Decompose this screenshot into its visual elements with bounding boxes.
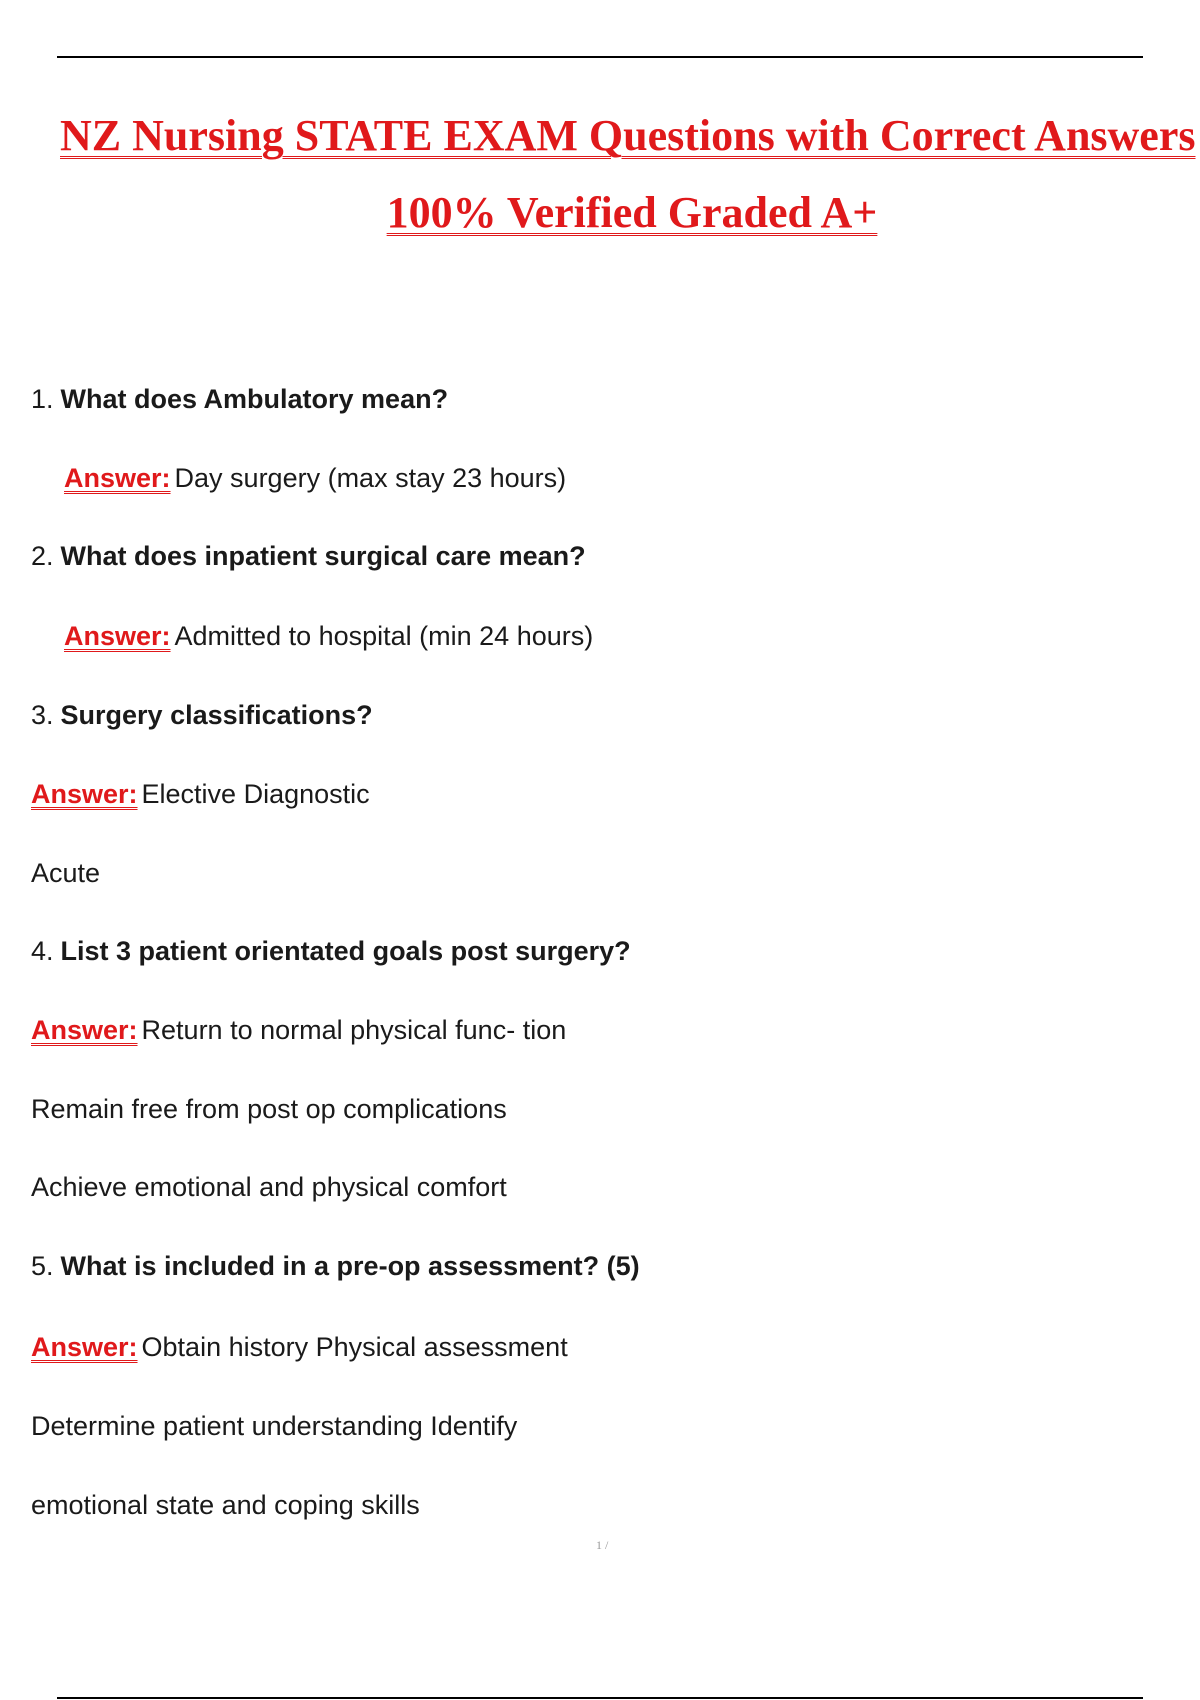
question-3 <box>31 702 373 729</box>
title-line-1: NZ Nursing STATE EXAM Questions with Correct Answers <box>60 111 1196 160</box>
question-text: List 3 patient orientated goals post surgery? <box>60 936 631 966</box>
answer-label: Answer: <box>31 779 138 809</box>
answer-4 <box>31 1017 566 1044</box>
answer-3 <box>31 781 370 808</box>
answer-1 <box>64 465 566 492</box>
top-rule <box>57 56 1143 58</box>
question-number: 1. <box>31 384 54 414</box>
question-1 <box>31 386 448 413</box>
question-number: 5. <box>31 1251 54 1281</box>
question-5 <box>31 1253 640 1280</box>
answer-label: Answer: <box>64 621 171 651</box>
answer-text: Obtain history Physical assessment <box>141 1332 568 1362</box>
question-number: 2. <box>31 541 54 571</box>
title-line-2: 100% Verified Graded A+ <box>386 188 878 237</box>
question-4 <box>31 938 631 965</box>
answer-5-line-3: emotional state and coping skills <box>31 1490 420 1520</box>
answer-text: Day surgery (max stay 23 hours) <box>174 463 567 493</box>
answer-text: Return to normal physical func- tion <box>141 1015 567 1045</box>
answer-4-line-2: Remain free from post op complications <box>31 1094 507 1124</box>
answer-5 <box>31 1334 568 1361</box>
question-number: 3. <box>31 700 54 730</box>
document-subtitle <box>0 188 1200 237</box>
question-text: What does Ambulatory mean? <box>60 384 449 414</box>
page-number: 1 / <box>596 1538 609 1552</box>
answer-5-line-2: Determine patient understanding Identify <box>31 1411 518 1441</box>
bottom-rule <box>57 1697 1143 1699</box>
answer-label: Answer: <box>31 1015 138 1045</box>
answer-text: Elective Diagnostic <box>141 779 370 809</box>
question-text: What is included in a pre-op assessment? (5) <box>60 1251 640 1281</box>
document-title <box>60 111 1200 160</box>
question-number: 4. <box>31 936 54 966</box>
answer-4-line-3: Achieve emotional and physical comfort <box>31 1172 507 1202</box>
answer-2 <box>64 623 593 650</box>
question-text: Surgery classifications? <box>60 700 373 730</box>
answer-label: Answer: <box>64 463 171 493</box>
question-text: What does inpatient surgical care mean? <box>60 541 586 571</box>
answer-label: Answer: <box>31 1332 138 1362</box>
answer-3-line-2: Acute <box>31 858 101 888</box>
question-2 <box>31 543 586 570</box>
answer-text: Admitted to hospital (min 24 hours) <box>174 621 594 651</box>
